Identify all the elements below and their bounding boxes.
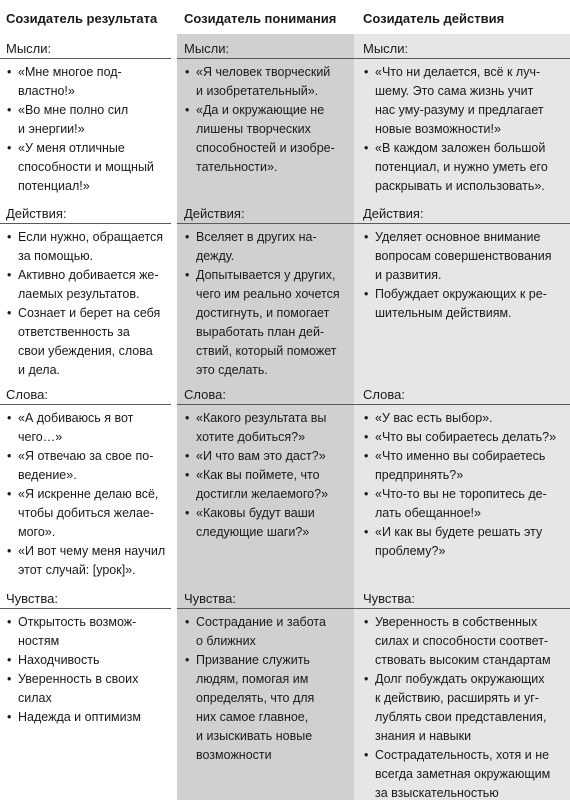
list-item: • Сознает и берет на себя ответственность за свои убеждения, слова и дела. <box>6 304 171 380</box>
item-list <box>363 63 560 196</box>
section-thoughts <box>0 34 177 196</box>
list-item: • Уверенность в собственных силах и способности соответ- ствовать высоким стандартам <box>363 613 560 670</box>
section-words <box>0 380 177 580</box>
list-item: • «Как вы поймете, что достигли желаемого?» <box>184 466 348 504</box>
list-item: • «И что вам это даст?» <box>184 447 348 466</box>
column-understanding-creator <box>177 0 354 800</box>
list-item: • Если нужно, обращается за помощью. <box>6 228 171 266</box>
section-title: Чувства: <box>354 584 570 609</box>
list-item: • «Какого результата вы хотите добиться?» <box>184 409 348 447</box>
section-title: Действия: <box>354 199 570 224</box>
list-item: • «В каждом заложен большой потенциал, и нужно уметь его раскрывать и использовать». <box>363 139 560 196</box>
list-item: • «Во мне полно сил и энергии!» <box>6 101 171 139</box>
section-feelings <box>177 584 354 765</box>
list-item: • Сострадание и забота о ближних <box>184 613 348 651</box>
item-list <box>6 409 171 580</box>
section-feelings <box>354 584 570 803</box>
column-header: Созидатель результата <box>0 0 177 34</box>
section-words <box>177 380 354 542</box>
list-item: • «Что именно вы собираетесь предпринять?» <box>363 447 560 485</box>
section-title: Слова: <box>354 380 570 405</box>
section-title: Действия: <box>177 199 354 224</box>
list-item: • «Да и окружающие не лишены творческих способностей и изобре- тательности». <box>184 101 348 177</box>
list-item: • «И вот чему меня научил этот случай: [урок]». <box>6 542 171 580</box>
list-item: • Надежда и оптимизм <box>6 708 171 727</box>
list-item: • Допытывается у других, чего им реально хочется достигнуть, и помогает выработать план дей- ствий, который поможет это сделать. <box>184 266 348 380</box>
section-thoughts <box>354 34 570 196</box>
item-list <box>363 613 560 803</box>
list-item: • «У вас есть выбор». <box>363 409 560 428</box>
list-item: • «Я отвечаю за свое по- ведение». <box>6 447 171 485</box>
item-list <box>363 228 560 323</box>
section-actions <box>177 199 354 380</box>
list-item: • «У меня отличные способности и мощный потенциал!» <box>6 139 171 196</box>
section-title: Мысли: <box>177 34 354 59</box>
item-list <box>6 63 171 196</box>
list-item: • «А добиваюсь я вот чего…» <box>6 409 171 447</box>
list-item: • Вселяет в других на- дежду. <box>184 228 348 266</box>
list-item: • «И как вы будете решать эту проблему?» <box>363 523 560 561</box>
list-item: • «Я искренне делаю всё, чтобы добиться желае- мого». <box>6 485 171 542</box>
column-action-creator <box>354 0 570 800</box>
list-item: • Долг побуждать окружающих к действию, расширять и уг- лублять свои представления, знания и навыки <box>363 670 560 746</box>
section-thoughts <box>177 34 354 177</box>
list-item: • «Мне многое под- властно!» <box>6 63 171 101</box>
item-list <box>184 228 348 380</box>
section-actions <box>0 199 177 380</box>
list-item: • Сострадательность, хотя и не всегда заметная окружающим за взыскательностью <box>363 746 560 803</box>
list-item: • Находчивость <box>6 651 171 670</box>
column-header: Созидатель действия <box>354 0 570 34</box>
list-item: • «Что вы собираетесь делать?» <box>363 428 560 447</box>
section-actions <box>354 199 570 323</box>
item-list <box>6 228 171 380</box>
item-list <box>184 613 348 765</box>
section-title: Мысли: <box>0 34 171 59</box>
list-item: • Открытость возмож- ностям <box>6 613 171 651</box>
column-result-creator <box>0 0 177 800</box>
list-item: • «Что-то вы не торопитесь де- лать обещанное!» <box>363 485 560 523</box>
item-list <box>184 63 348 177</box>
section-feelings <box>0 584 177 727</box>
list-item: • «Я человек творческий и изобретательный». <box>184 63 348 101</box>
list-item: • Уделяет основное внимание вопросам совершенствования и развития. <box>363 228 560 285</box>
item-list <box>184 409 348 542</box>
column-header: Созидатель понимания <box>177 0 354 34</box>
section-title: Мысли: <box>354 34 570 59</box>
section-title: Слова: <box>177 380 354 405</box>
item-list <box>6 613 171 727</box>
item-list <box>363 409 560 561</box>
section-words <box>354 380 570 561</box>
list-item: • «Что ни делается, всё к луч- шему. Это сама жизнь учит нас уму-разуму и предлагает новые возможности!» <box>363 63 560 139</box>
section-title: Слова: <box>0 380 171 405</box>
list-item: • «Каковы будут ваши следующие шаги?» <box>184 504 348 542</box>
list-item: • Побуждает окружающих к ре- шительным действиям. <box>363 285 560 323</box>
list-item: • Призвание служить людям, помогая им определять, что для них самое главное, и изыскивать новые возможности <box>184 651 348 765</box>
section-title: Чувства: <box>177 584 354 609</box>
section-title: Действия: <box>0 199 171 224</box>
list-item: • Активно добивается же- лаемых результатов. <box>6 266 171 304</box>
section-title: Чувства: <box>0 584 171 609</box>
list-item: • Уверенность в своих силах <box>6 670 171 708</box>
